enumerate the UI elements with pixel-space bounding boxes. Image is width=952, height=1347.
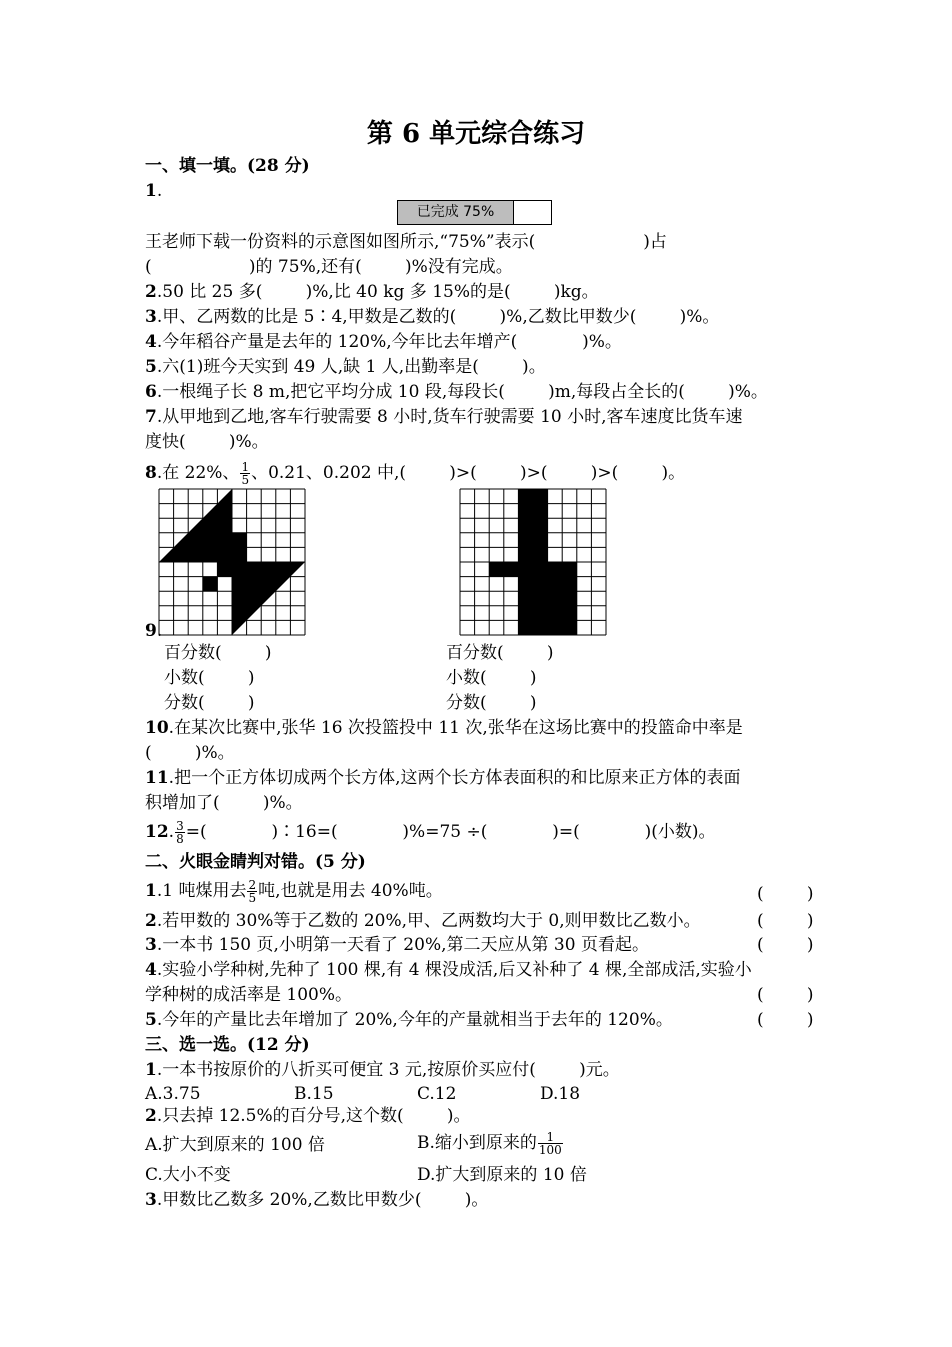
fraction-three-eighths: $\frac{3}{8}$ bbox=[176, 819, 184, 846]
q3: 3.甲、乙两数的比是 5∶4,甲数是乙数的( )%,乙数比甲数少( )%。 bbox=[145, 307, 720, 327]
grid-figure-left bbox=[158, 488, 306, 636]
choice-q1: 1.一本书按原价的八折买可便宜 3 元,按原价买应付( )元。 bbox=[145, 1060, 620, 1080]
q1-line2: ( )的 75%,还有( )%没有完成。 bbox=[145, 257, 513, 277]
judge-q4-line1: 4.实验小学种树,先种了 100 棵,有 4 棵没成活,后又补种了 4 棵,全部成活,实验小 bbox=[145, 960, 752, 980]
q11-line1: 11.把一个正方体切成两个长方体,这两个长方体表面积的和比原来正方体的表面 bbox=[145, 768, 741, 788]
choice-q3: 3.甲数比乙数多 20%,乙数比甲数少( )。 bbox=[145, 1190, 489, 1210]
judge-q4-bracket: ( ) bbox=[757, 985, 814, 1005]
choice-q2-option-c: C.大小不变 bbox=[145, 1165, 231, 1185]
q7-line2: 度快( )%。 bbox=[145, 432, 269, 452]
q12: 12. $\frac{3}{8}$ =( )∶16=( )%=75 ÷( )=( )(小数)。 bbox=[145, 819, 716, 846]
judge-q2: 2.若甲数的 30%等于乙数的 20%,甲、乙两数均大于 0,则甲数比乙数小。 bbox=[145, 911, 701, 931]
judge-q5-bracket: ( ) bbox=[757, 1010, 814, 1030]
fraction-one-hundredth: $\frac{1}{100}$ bbox=[538, 1130, 562, 1157]
choice-q1-option-d: D.18 bbox=[540, 1084, 581, 1104]
q2: 2.50 比 25 多( )%,比 40 kg 多 15%的是( )kg。 bbox=[145, 282, 599, 302]
q5: 5.六(1)班今天实到 49 人,缺 1 人,出勤率是( )。 bbox=[145, 357, 546, 377]
page-title: 第 6 单元综合练习 bbox=[366, 119, 586, 149]
choice-q1-option-c: C.12 bbox=[417, 1084, 457, 1104]
q7-line1: 7.从甲地到乙地,客车行驶需要 8 小时,货车行驶需要 10 小时,客车速度比货车速 bbox=[145, 407, 743, 427]
grid-figure-right bbox=[459, 488, 607, 636]
section1-heading: 一、填一填。(28 分) bbox=[145, 156, 310, 176]
download-progress-bar bbox=[397, 200, 552, 225]
choice-q2-option-b: B.缩小到原来的 $\frac{1}{100}$ bbox=[417, 1130, 562, 1157]
fraction-two-fifths: $\frac{2}{5}$ bbox=[248, 878, 257, 905]
q1-number: 1. bbox=[145, 181, 163, 201]
q6: 6.一根绳子长 8 m,把它平均分成 10 段,每段长( )m,每段占全长的( )%。 bbox=[145, 382, 768, 402]
judge-q3-bracket: ( ) bbox=[757, 935, 814, 955]
q1-line1: 王老师下载一份资料的示意图如图所示,“75%”表示( )占 bbox=[145, 232, 667, 252]
shaded-triangle-upper bbox=[159, 489, 232, 562]
section3-heading: 三、选一选。(12 分) bbox=[145, 1035, 310, 1055]
shaded-lower-step bbox=[217, 562, 232, 577]
choice-q2: 2.只去掉 12.5%的百分号,这个数( )。 bbox=[145, 1106, 471, 1126]
shaded-triangle-lower bbox=[232, 562, 305, 635]
q9-left-percent: 百分数( ) bbox=[164, 643, 272, 663]
q11-line2: 积增加了( )%。 bbox=[145, 793, 303, 813]
fraction-one-fifth: $\frac{1}{5}$ bbox=[241, 460, 250, 487]
q9-right-percent: 百分数( ) bbox=[446, 643, 554, 663]
choice-q2-option-d: D.扩大到原来的 10 倍 bbox=[417, 1165, 587, 1185]
q9-left-decimal: 小数( ) bbox=[164, 668, 255, 688]
judge-q4-line2: 学种树的成活率是 100%。 bbox=[145, 985, 353, 1005]
q9-left-fraction: 分数( ) bbox=[164, 693, 255, 713]
judge-q1-bracket: ( ) bbox=[757, 884, 814, 904]
judge-q1: 1.1 吨煤用去 $\frac{2}{5}$ 吨,也就是用去 40%吨。 bbox=[145, 878, 443, 905]
choice-q1-option-b: B.15 bbox=[294, 1084, 334, 1104]
q10-line2: ( )%。 bbox=[145, 743, 235, 763]
q9-right-fraction: 分数( ) bbox=[446, 693, 537, 713]
q4: 4.今年稻谷产量是去年的 120%,今年比去年增产( )%。 bbox=[145, 332, 622, 352]
choice-q2-option-a: A.扩大到原来的 100 倍 bbox=[145, 1135, 325, 1155]
judge-q2-bracket: ( ) bbox=[757, 911, 814, 931]
shaded-small-square bbox=[203, 577, 218, 592]
progress-label: 已完成 75% bbox=[416, 204, 495, 220]
section2-heading: 二、火眼金睛判对错。(5 分) bbox=[145, 852, 366, 872]
choice-q1-option-a: A.3.75 bbox=[145, 1084, 201, 1104]
q10-line1: 10.在某次比赛中,张华 16 次投篮投中 11 次,张华在这场比赛中的投篮命中率是 bbox=[145, 718, 743, 738]
judge-q5: 5.今年的产量比去年增加了 20%,今年的产量就相当于去年的 120%。 bbox=[145, 1010, 673, 1030]
q9-right-decimal: 小数( ) bbox=[446, 668, 537, 688]
judge-q3: 3.一本书 150 页,小明第一天看了 20%,第二天应从第 30 页看起。 bbox=[145, 935, 649, 955]
q8: 8.在 22%、 $\frac{1}{5}$ 、0.21、0.202 中,( )>( )>( )>( )。 bbox=[145, 460, 686, 487]
q9-number: 9. bbox=[145, 621, 163, 641]
